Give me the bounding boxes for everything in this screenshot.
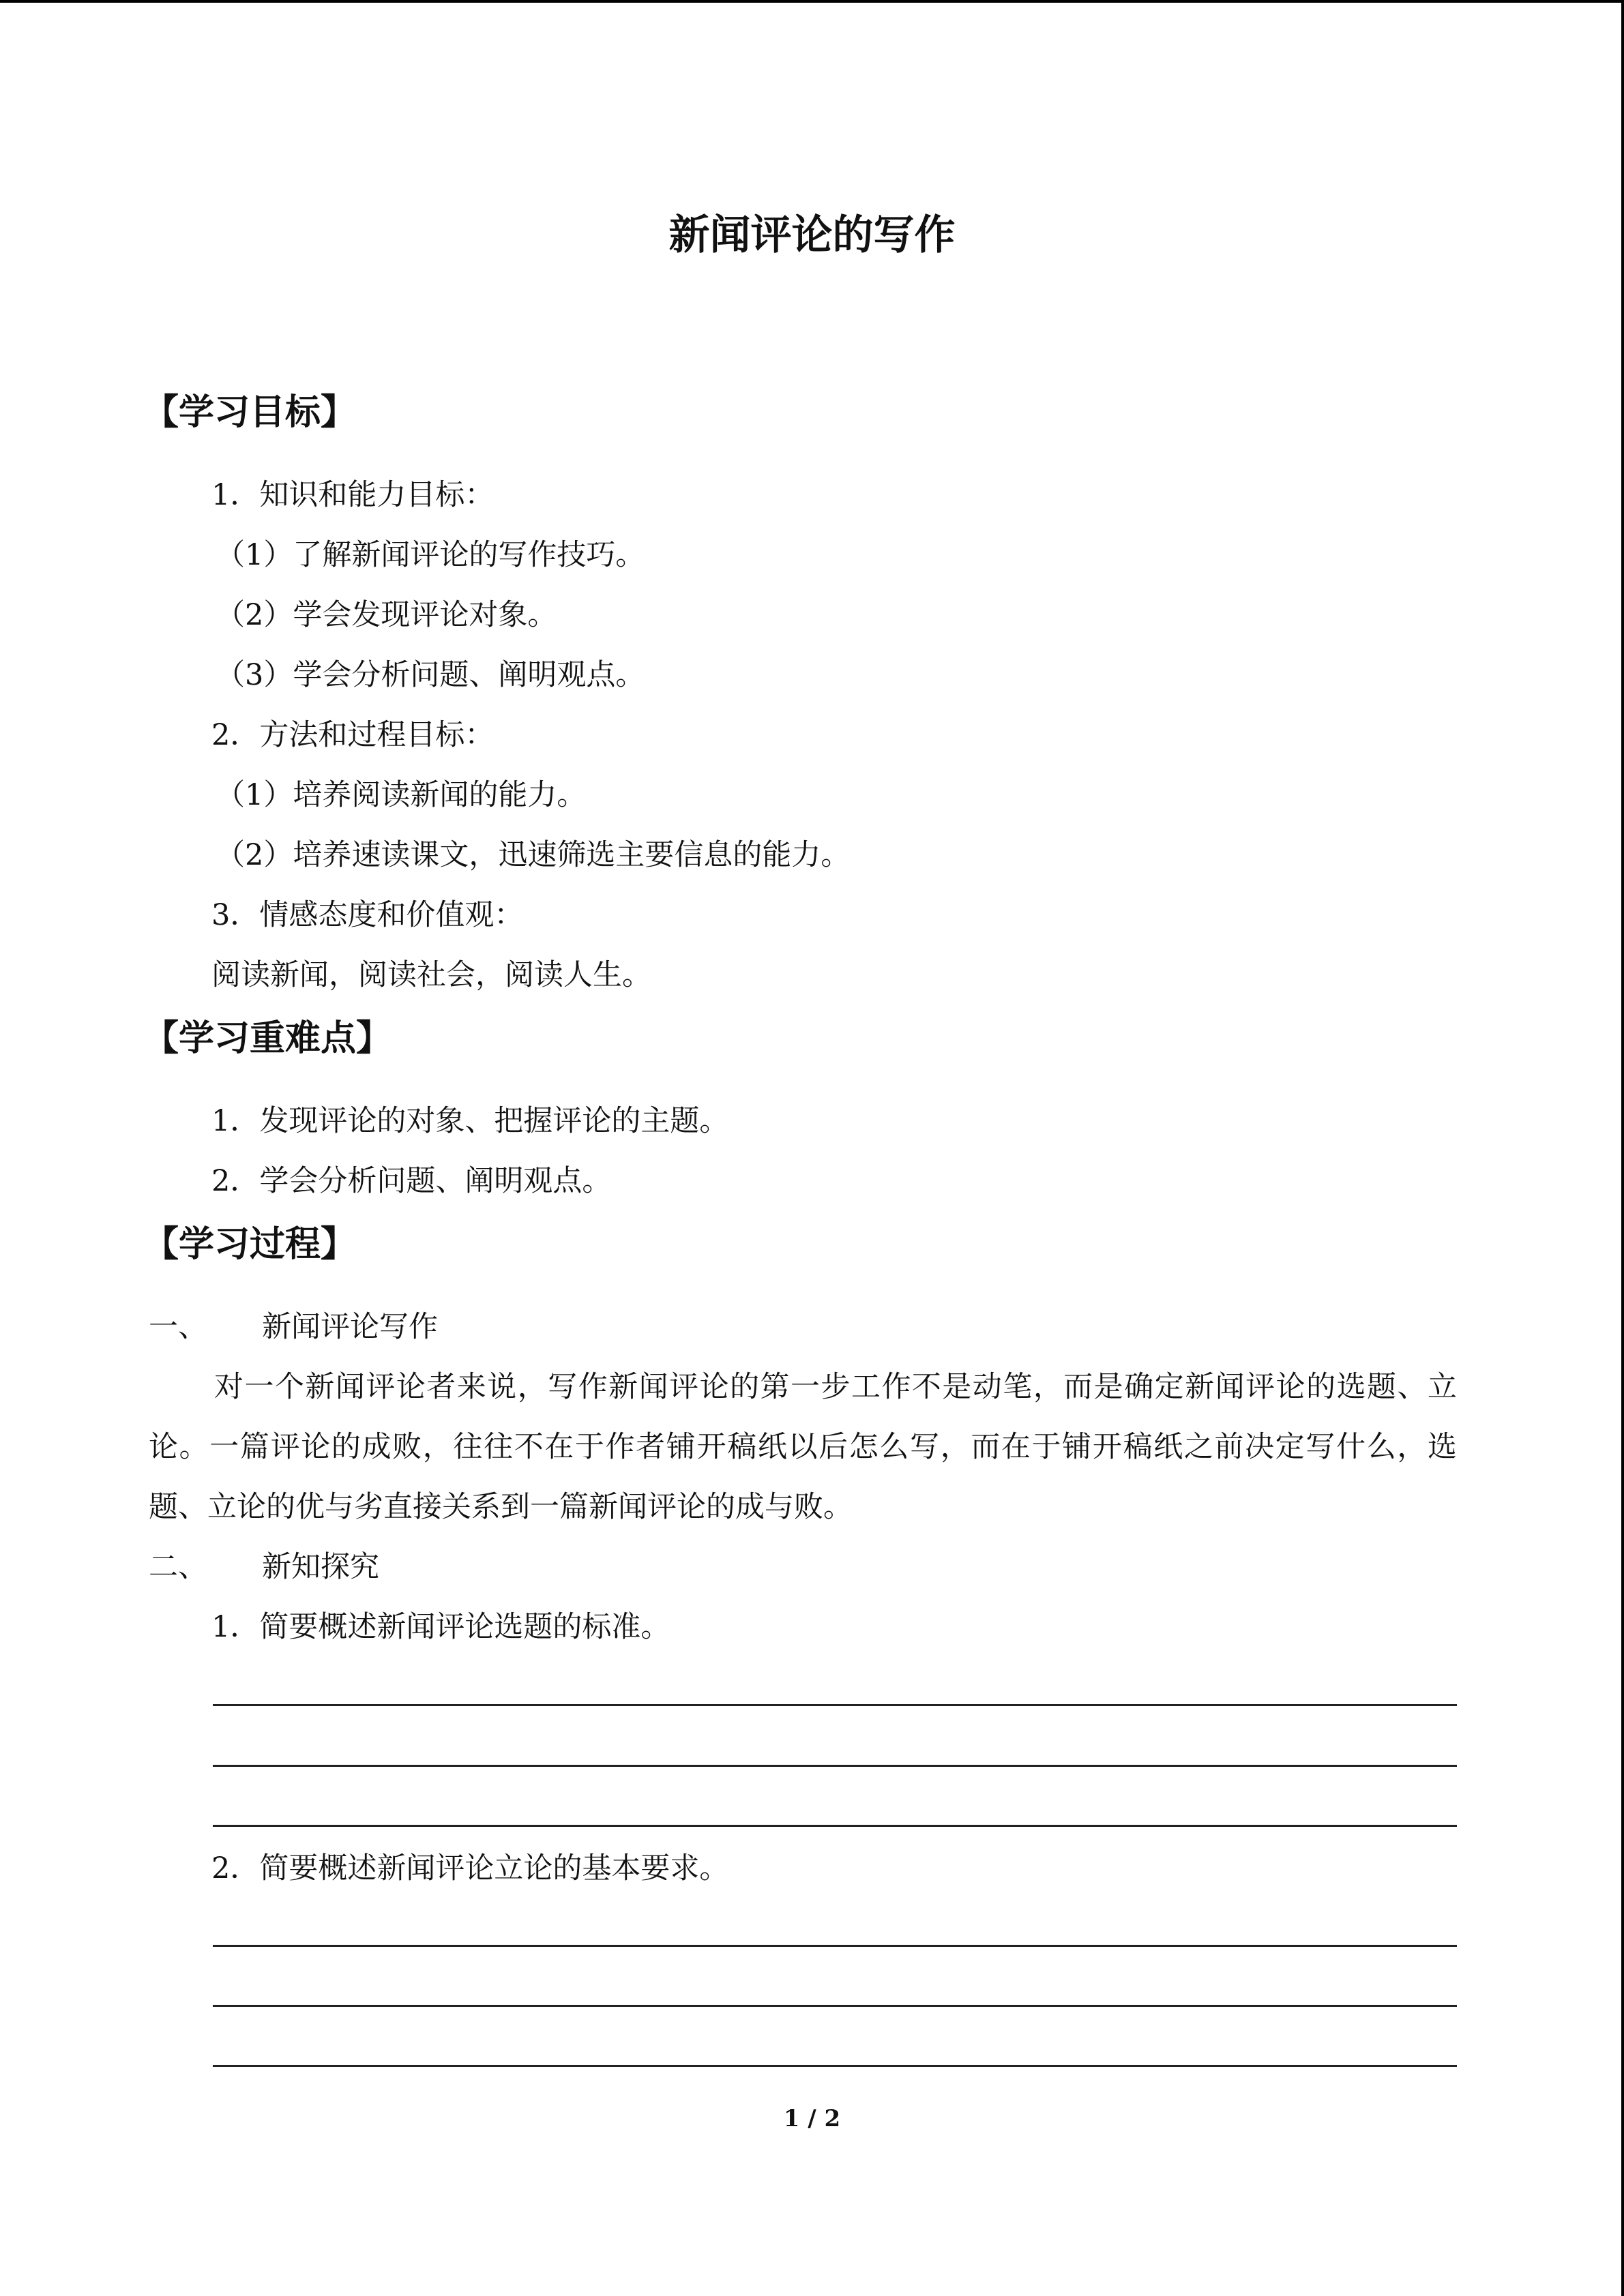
page-border-top [0,0,1624,3]
question-1: 1．简要概述新闻评论选题的标准。 [211,1610,670,1644]
part2-label: 二、 [149,1550,207,1584]
goal-item: （1）培养阅读新闻的能力。 [216,778,587,812]
goal-item: （1）了解新闻评论的写作技巧。 [216,538,645,572]
answer-line [213,2005,1457,2007]
key-point-item: 1．发现评论的对象、把握评论的主题。 [211,1104,729,1138]
process-heading: 【学习过程】 [143,1224,357,1265]
goal-item: （2）培养速读课文，迅速筛选主要信息的能力。 [216,838,851,872]
page-border-right [1621,0,1624,2296]
goal-item: 2．方法和过程目标： [211,718,494,752]
part2-title: 新知探究 [262,1550,379,1584]
document-title: 新闻评论的写作 [668,211,956,259]
goals-heading: 【学习目标】 [143,392,357,433]
answer-line [213,1765,1457,1767]
answer-line [213,1945,1457,1947]
goal-item: 阅读新闻，阅读社会，阅读人生。 [211,958,651,992]
part1-label: 一、 [149,1310,207,1344]
page-number: 1 / 2 [783,2105,841,2132]
question-2: 2．简要概述新闻评论立论的基本要求。 [211,1851,729,1885]
key-point-item: 2．学会分析问题、阐明观点。 [211,1164,612,1198]
part1-title: 新闻评论写作 [262,1310,438,1344]
answer-line [213,1704,1457,1706]
answer-line [213,1825,1457,1827]
part1-paragraph: 对一个新闻评论者来说，写作新闻评论的第一步工作不是动笔，而是确定新闻评论的选题、立论。一篇评论的成败，往往不在于作者铺开稿纸以后怎么写，而在于铺开稿纸之前决定写什么，选题、立论的优与劣直接关系到一篇新闻评论的成与败。 [149,1370,1457,1524]
goal-item: 1．知识和能力目标： [211,478,494,512]
key-points-heading: 【学习重难点】 [143,1018,392,1059]
goal-item: （2）学会发现评论对象。 [216,598,557,632]
goal-item: （3）学会分析问题、阐明观点。 [216,658,645,692]
answer-line [213,2065,1457,2067]
goal-item: 3．情感态度和价值观： [211,898,524,932]
